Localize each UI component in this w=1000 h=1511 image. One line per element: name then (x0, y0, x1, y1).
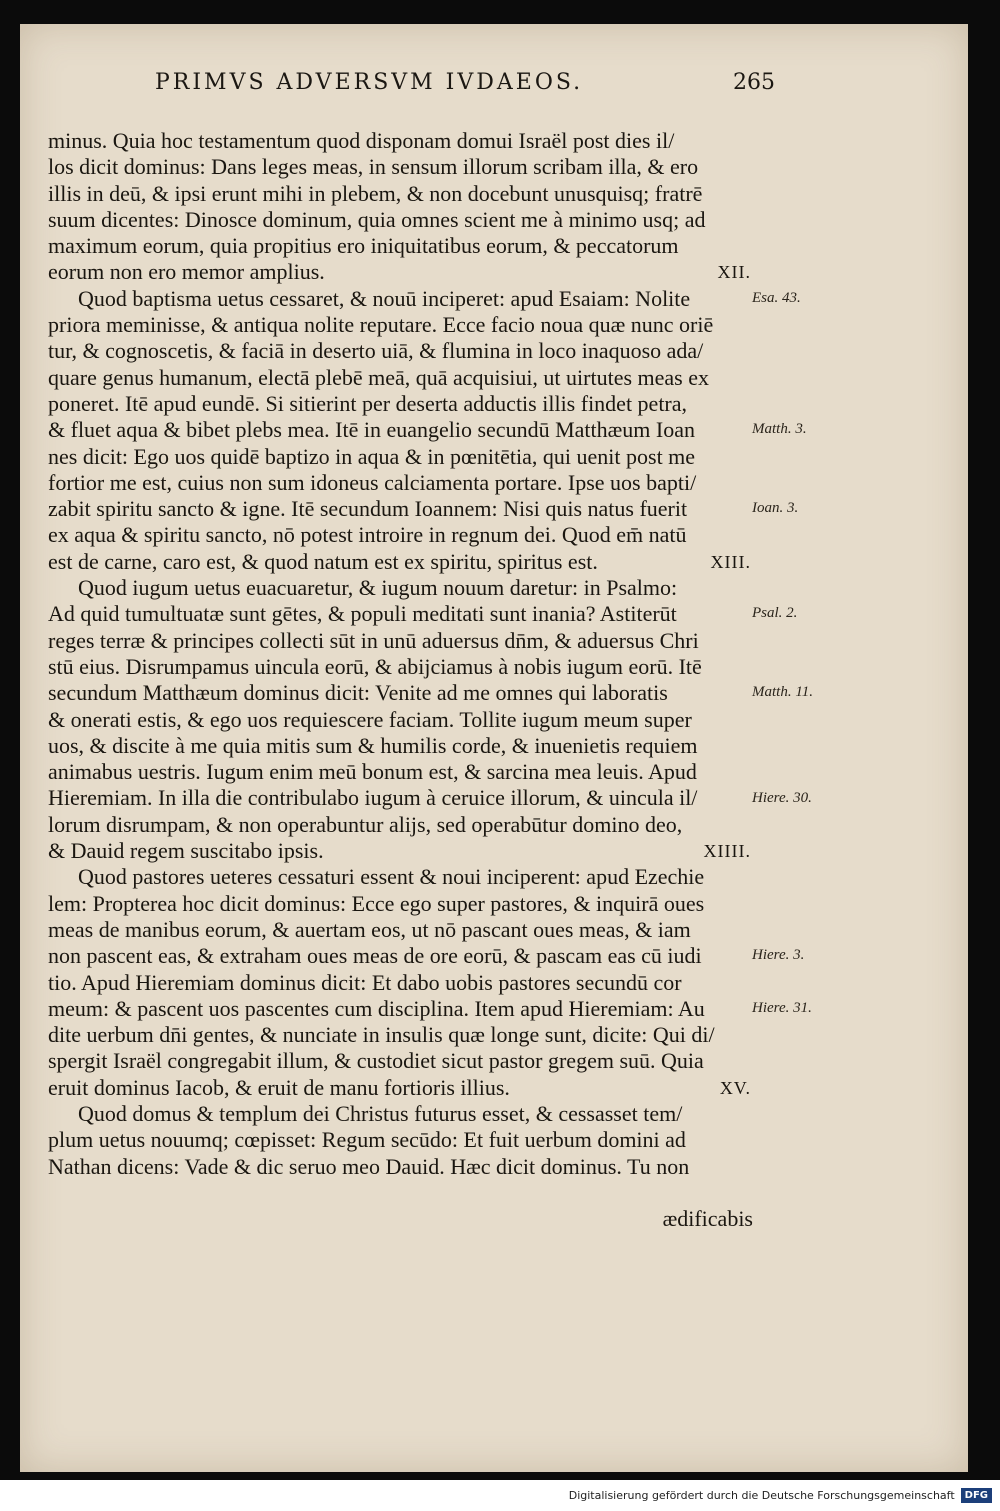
line-text: ex aqua & spiritu sancto, nō potest introire in regnum dei. Quod em̄ natū (48, 522, 687, 548)
line-text: Quod pastores ueteres cessaturi essent & noui inciperent: apud Ezechie (78, 864, 705, 890)
text-line (48, 470, 753, 496)
text-line (48, 575, 753, 601)
text-line (48, 312, 753, 338)
text-line (48, 838, 753, 864)
section-number: XII. (717, 262, 751, 283)
line-text: los dicit dominus: Dans leges meas, in sensum illorum scribam illa, & ero (48, 154, 699, 180)
text-line (48, 154, 753, 180)
line-text: tur, & cognoscetis, & faciā in deserto uiā, & flumina in loco inaquoso ada/ (48, 338, 704, 364)
line-text: est de carne, caro est, & quod natum est ex spiritu, spiritus est. (48, 548, 598, 574)
page-header (155, 70, 775, 110)
text-line (48, 338, 753, 364)
line-text: eruit dominus Iacob, & eruit de manu fortioris illius. (48, 1074, 510, 1100)
text-line (48, 707, 753, 733)
line-text: quare genus humanum, electā plebē meā, quā acquisiui, ut uirtutes meas ex (48, 364, 709, 390)
line-text: & fluet aqua & bibet plebs mea. Itē in euangelio secundū Matthæum Ioan (48, 417, 695, 443)
line-text: eorum non ero memor amplius. (48, 259, 325, 285)
margin-note: Esa. 43. (752, 289, 801, 306)
text-line (48, 943, 753, 969)
text-line (48, 417, 753, 443)
line-text: maximum eorum, quia propitius ero iniquitatibus eorum, & peccatorum (48, 233, 679, 259)
text-line (48, 496, 753, 522)
text-line (48, 628, 753, 654)
line-text: secundum Matthæum dominus dicit: Venite ad me omnes qui laboratis (48, 680, 668, 706)
section-number: XIIII. (703, 841, 751, 862)
running-head: PRIMVS ADVERSVM IVDAEOS. (155, 70, 584, 95)
margin-note: Ioan. 3. (752, 500, 799, 517)
text-line (48, 759, 753, 785)
text-line (48, 1101, 753, 1127)
text-line (48, 1206, 753, 1232)
footer-bar (0, 1480, 1000, 1511)
text-line (48, 996, 753, 1022)
line-text: poneret. Itē apud eundē. Si sitierint per deserta adductis illis findet petra, (48, 390, 688, 416)
text-line (48, 1048, 753, 1074)
line-text: & Dauid regem suscitabo ipsis. (48, 838, 324, 864)
line-text: Hieremiam. In illa die contribulabo iugum à ceruice illorum, & uincula il/ (48, 785, 698, 811)
line-text: Quod iugum uetus euacuaretur, & iugum nouum daretur: in Psalmo: (78, 575, 678, 601)
line-text: uos, & discite à me quia mitis sum & humilis corde, & inuenietis requiem (48, 732, 698, 758)
line-text: meum: & pascent uos pascentes cum disciplina. Item apud Hieremiam: Au (48, 995, 705, 1021)
text-line (48, 1022, 753, 1048)
text-line (48, 812, 753, 838)
line-text: Quod baptisma uetus cessaret, & nouū inciperet: apud Esaiam: Nolite (78, 285, 691, 311)
line-text: ædificabis (662, 1206, 753, 1232)
margin-note: Hiere. 30. (752, 789, 812, 806)
text-line (48, 970, 753, 996)
text-line (48, 522, 753, 548)
text-line (48, 1154, 753, 1180)
text-line (48, 549, 753, 575)
text-line (48, 1180, 753, 1206)
text-line (48, 864, 753, 890)
line-text: nes dicit: Ego uos quidē baptizo in aqua & in pœnitētia, qui uenit post me (48, 443, 696, 469)
line-text: fortior me est, cuius non sum idoneus calciamenta portare. Ipse uos bapti/ (48, 469, 697, 495)
margin-note: Hiere. 31. (752, 999, 812, 1016)
line-text: tio. Apud Hieremiam dominus dicit: Et dabo uobis pastores secundū cor (48, 969, 682, 995)
text-line (48, 785, 753, 811)
text-line (48, 444, 753, 470)
margin-note: Psal. 2. (752, 605, 798, 622)
text-line (48, 233, 753, 259)
line-text: reges terræ & principes collecti sūt in unū aduersus dn̄m, & aduersus Chri (48, 627, 699, 653)
line-text: suum dicentes: Dinosce dominum, quia omnes scient me à minimo usq; ad (48, 206, 706, 232)
text-line (48, 207, 753, 233)
text-line (48, 365, 753, 391)
text-line (48, 891, 753, 917)
line-text: priora meminisse, & antiqua nolite reputare. Ecce facio noua quæ nunc oriē (48, 312, 714, 338)
text-line (48, 601, 753, 627)
line-text: animabus uestris. Iugum enim meū bonum est, & sarcina mea leuis. Apud (48, 759, 697, 785)
text-line (48, 1127, 753, 1153)
line-text: spergit Israël congregabit illum, & custodiet sicut pastor gregem suū. Quia (48, 1048, 704, 1074)
text-line (48, 259, 753, 285)
line-text: zabit spiritu sancto & igne. Itē secundum Ioannem: Nisi quis natus fuerit (48, 496, 688, 522)
line-text: Quod domus & templum dei Christus futurus esset, & cessasset tem/ (78, 1100, 683, 1126)
text-line (48, 128, 753, 154)
text-line (48, 181, 753, 207)
line-text: non pascent eas, & extraham oues meas de ore eorū, & pascam eas cū iudi (48, 943, 702, 969)
line-text: plum uetus nouumq; cœpisset: Regum secūdo: Et fuit uerbum domini ad (48, 1127, 686, 1153)
line-text: lorum disrumpam, & non operabuntur alijs, sed operabūtur domino deo, (48, 811, 683, 837)
line-text: minus. Quia hoc testamentum quod disponam domui Israël post dies il/ (48, 128, 675, 153)
text-line (48, 733, 753, 759)
page-number: 265 (733, 70, 775, 95)
line-text: illis in deū, & ipsi erunt mihi in plebem, & non docebunt unusquisq; fratrē (48, 180, 703, 206)
section-number: XV. (719, 1077, 751, 1098)
text-line (48, 680, 753, 706)
dfg-logo-icon: DFG (961, 1488, 992, 1503)
text-block (48, 128, 753, 1232)
line-text: meas de manibus eorum, & auertam eos, ut nō pascant oues meas, & iam (48, 916, 691, 942)
section-number: XIII. (710, 551, 751, 572)
text-line (48, 1075, 753, 1101)
line-text: stū eius. Disrumpamus uincula eorū, & abijciamus à nobis iugum eorū. Itē (48, 653, 702, 679)
line-text: & onerati estis, & ego uos requiescere faciam. Tollite iugum meum super (48, 706, 692, 732)
margin-note: Hiere. 3. (752, 947, 805, 964)
line-text: lem: Propterea hoc dicit dominus: Ecce ego super pastores, & inquirā oues (48, 890, 705, 916)
line-text: Nathan dicens: Vade & dic seruo meo Dauid. Hæc dicit dominus. Tu non (48, 1153, 690, 1179)
margin-note: Matth. 3. (752, 421, 807, 438)
line-text: Ad quid tumultuatæ sunt gētes, & populi meditati sunt inania? Astiterūt (48, 601, 677, 627)
text-line (48, 917, 753, 943)
text-line (48, 286, 753, 312)
text-line (48, 654, 753, 680)
footer-credit: Digitalisierung gefördert durch die Deutsche Forschungsgemeinschaft (568, 1489, 955, 1502)
line-text: dite uerbum dn̄i gentes, & nunciate in insulis quæ longe sunt, dicite: Qui di/ (48, 1022, 715, 1048)
margin-note: Matth. 11. (752, 684, 813, 701)
text-line (48, 391, 753, 417)
